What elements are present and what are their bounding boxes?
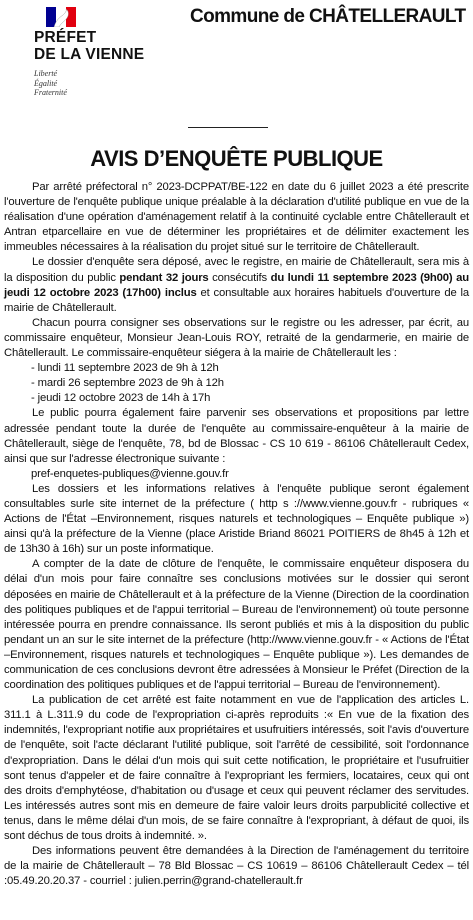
permanence-date: - lundi 11 septembre 2023 de 9h à 12h: [31, 362, 219, 375]
paragraph-publication: La publication de cet arrêté est faite notamment en vue de l'application des articles L. 311.1 à L.311.9 du code de l'expropriation ci-après reproduits :« En vue de la fixation des indemnités, l'expropriant notifie aux propriétaires et usufruitiers intéressés, soit l'avis d'ouverture de l'enquête, soit l'acte déclarant l'utilité publique, soit l'arrêté de cessibilité, soit l'ordonnance d'expropriation. Dans le délai d'un mois qui suit cette notification, le propriétaire et l'usufruitier sont tenus d'appeler et de faire connaître à l'expropriant les fermiers, locataires, ceux qui ont des droits d'emphytéose, d'habitation ou d'usage et ceux qui peuvent réclamer des servitudes. Les intéressés autres sont mis en demeure de faire valoir leurs droits parpublicité collective et tenus, dans le même délai d'un mois, de se faire connaître à l'expropriant, à défaut de quoi, ils sont déchus de tous droits à indemnité. ».: [4, 694, 469, 843]
text-span: consécutifs: [208, 271, 271, 284]
motto-egalite: Égalité: [34, 78, 58, 88]
divider: [188, 127, 268, 128]
notice-body: [4, 180, 469, 889]
motto-liberte: Liberté: [34, 69, 58, 78]
period-text: du lundi 11 septembre 2023 (9h00) au jeudi 12 octobre 2023 (17h00) inclus: [4, 271, 469, 299]
prefecture-name-line1: PRÉFET: [34, 29, 97, 46]
page-title: AVIS D’ENQUÊTE PUBLIQUE: [90, 146, 383, 171]
text-span: et consultable aux horaires habituels d'ouverture de la mairie de Châtellerault.: [4, 286, 469, 314]
permanence-date: - jeudi 12 octobre 2023 de 14h à 17h: [31, 392, 211, 405]
prefecture-name-line2: DE LA VIENNE: [34, 46, 145, 63]
motto-fraternite: Fraternité: [34, 88, 67, 97]
permanence-date: - mardi 26 septembre 2023 de 9h à 12h: [31, 377, 224, 390]
republic-motto: [34, 69, 67, 98]
text-span: Le dossier d'enquête sera déposé, avec le registre, en mairie de Châtellerault, sera mis à la disposition du public: [4, 256, 469, 284]
commune-title: Commune de CHÂTELLERAULT: [190, 6, 466, 27]
email-address: pref-enquetes-publiques@vienne.gouv.fr: [31, 467, 229, 480]
paragraph-observations: Chacun pourra consigner ses observations sur le registre ou les adresser, par écrit, au commissaire enquêteur, Monsieur Jean-Louis ROY, retraité de la gendarmerie, en mairie de Châtellerault. Le commissaire-enquêteur siégera à la mairie de Châtellerault les :: [4, 316, 469, 360]
marianne-logo-icon: [46, 7, 76, 27]
paragraph-arrete: Par arrêté préfectoral n° 2023-DCPPAT/BE-122 en date du 6 juillet 2023 a été prescrite l'ouverture de l'enquête publique unique préalable à la déclaration d'utilité publique en vue de la réalisation d'une opération d'aménagement relatif à la continuité cyclable entre Châtellerault et Antran etparcellaire en vue de déterminer les propriétaires et de délimiter exactement les immeubles nécessaires à la réalisation du projet situé sur le territoire de Châtellerault.: [4, 181, 469, 254]
paragraph-contact: Des informations peuvent être demandées à la Direction de l'aménagement du territoire de la mairie de Châtellerault – 78 Bld Blossac – CS 10619 – 86106 Châtellerault Cedex – tél :05.49.20.20.37 - courriel : julien.perrin@grand-chatellerault.fr: [4, 845, 469, 888]
paragraph-dossier: [4, 255, 469, 315]
paragraph-conclusions: A compter de la date de clôture de l'enquête, le commissaire enquêteur disposera du délai d'un mois pour faire connaître ses conclusions motivées sur le dossier qui seront déposées en mairie de Châtellerault et à la préfecture de la Vienne (Direction de la coordination des politiques publiques et de l'appui territorial – Bureau de l'environnement) où toute personne intéressée pourra en prendre connaissance. Ils seront publiés et mis à la disposition du public pendant un an sur le site internet de la préfecture (http://www.vienne.gouv.fr - « Actions de l'État –Environnement, risques naturels et technologiques – Enquête publique »). Les demandes de communication de ces conclusions devront être adressées à Monsieur le Préfet (Direction de la coordination des politiques publiques et de l'appui territorial – Bureau de l'environnement).: [4, 558, 469, 692]
paragraph-courrier: Le public pourra également faire parvenir ses observations et propositions par lettre adressée pendant toute la durée de l'enquête au commissaire-enquêteur à la mairie de Châtellerault, siège de l'enquête, 78, bd de Blossac - CS 10 619 - 86106 Châtellerault Cedex, ainsi que sur l'adresse électronique suivante :: [4, 407, 469, 465]
paragraph-consultation: Les dossiers et les informations relatives à l'enquête publique seront également consultables surle site internet de la préfecture ( http s ://www.vienne.gouv.fr - rubriques « Actions de l'État –Environnement, risques naturels et technologiques – Enquête publique ») ainsi qu'à la préfecture de la Vienne (place Aristide Briand 86021 POITIERS de 8h45 à 12h et de 13h30 à 16h) sur un poste informatique.: [4, 482, 469, 556]
header: [0, 0, 473, 140]
duration-text: pendant 32 jours: [119, 271, 209, 284]
